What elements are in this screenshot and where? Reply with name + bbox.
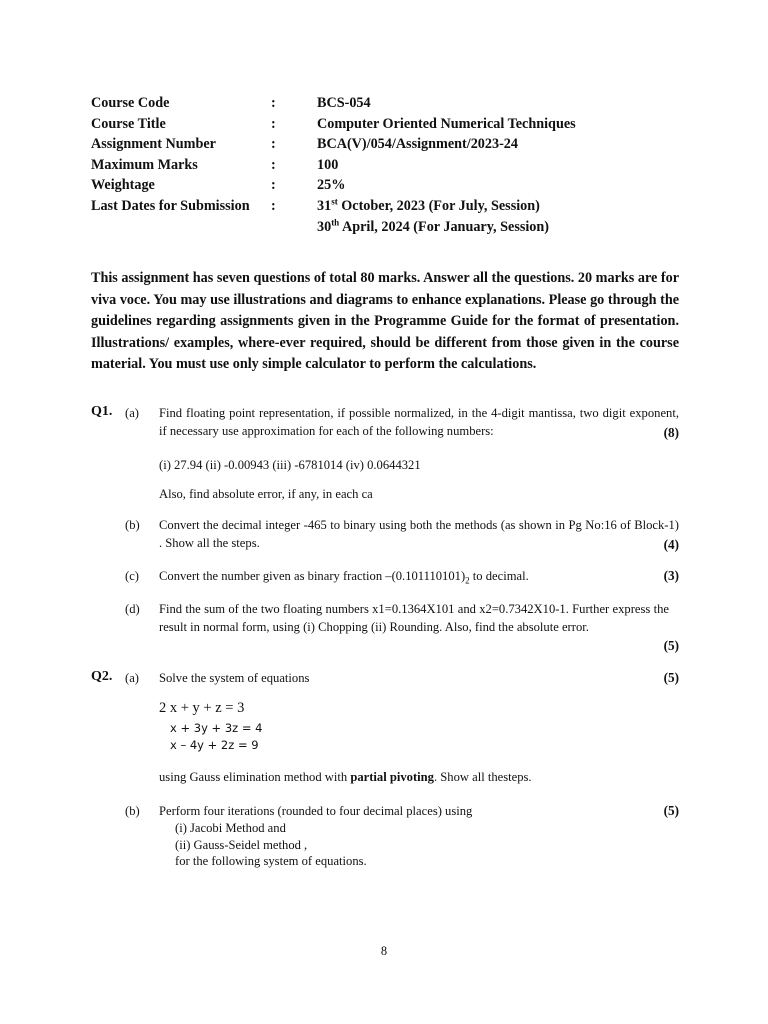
date-rest: April, 2024 (For January, Session) [339, 218, 550, 235]
marks: (8) [663, 425, 679, 440]
question-text: Find floating point representation, if possible normalized, in the 4-digit mantissa, two digit exponent, if necessary use approximation for each of the following numbers: [159, 406, 679, 438]
question-number: Q2. [91, 669, 113, 684]
subscript: 2 [465, 575, 470, 586]
question-text: Find the sum of the two floating numbers x1=0.1364X101 and x2=0.7342X10-1. Further express the result in normal form, using (i) Chopping (ii) Rounding. Also, find the absolute error. [159, 602, 669, 634]
marks: (5) [663, 638, 679, 653]
info-colon: : [271, 95, 276, 111]
number-list: (i) 27.94 (ii) -0.00943 (iii) -6781014 (iv) 0.0644321 [159, 458, 421, 472]
question-text: Perform four iterations (rounded to four decimal places) using [159, 804, 473, 818]
method-instruction [159, 768, 679, 786]
method-item-2: (ii) Gauss-Seidel method , [175, 838, 308, 852]
marks: (5) [663, 670, 679, 685]
info-value: BCS-054 [317, 95, 371, 111]
method-item-1: (i) Jacobi Method and [175, 821, 286, 835]
question-text: Convert the decimal integer -465 to binary using both the methods (as shown in Pg No:16 of Block-1) . Show all the steps. [159, 518, 679, 550]
marks: (4) [663, 537, 679, 552]
info-value: 100 [317, 156, 339, 173]
info-value: BCA(V)/054/Assignment/2023-24 [317, 136, 518, 153]
info-label: Weightage [91, 177, 155, 194]
part-label: (b) [125, 804, 140, 818]
part-label: (d) [125, 602, 140, 616]
info-colon: : [271, 136, 276, 153]
info-value: Computer Oriented Numerical Techniques [317, 115, 576, 132]
page-number: 8 [380, 944, 388, 958]
part-label: (c) [125, 569, 139, 583]
info-label: Course Title [91, 115, 166, 132]
text-segment: Convert the number given as binary fraction –(0.101110101) [159, 569, 466, 583]
info-colon: : [271, 177, 276, 194]
text-segment: . Show all thesteps. [433, 770, 532, 784]
part-label: (a) [125, 406, 139, 420]
info-label: Last Dates for Submission [91, 197, 250, 214]
question-text: Solve the system of equations [159, 671, 310, 685]
date-day: 30 [317, 218, 332, 235]
info-colon: : [271, 197, 276, 214]
equation-2: x + 3y + 3z = 4 [170, 721, 263, 735]
question-number: Q1. [91, 404, 113, 419]
info-label: Assignment Number [91, 136, 216, 153]
date-suffix: th [331, 216, 340, 227]
info-colon: : [271, 115, 276, 132]
date-suffix: st [331, 196, 338, 207]
equation-1: 2 x + y + z = 3 [159, 700, 245, 716]
info-label: Course Code [91, 95, 170, 111]
text-segment: using Gauss elimination method with [159, 770, 351, 784]
emphasis-text: partial pivoting [350, 770, 434, 784]
method-note: for the following system of equations. [175, 854, 367, 868]
part-label: (a) [125, 671, 139, 685]
info-label: Maximum Marks [91, 156, 198, 173]
info-value: 25% [317, 177, 346, 194]
question-followup: Also, find absolute error, if any, in each ca [159, 487, 373, 501]
date-rest: October, 2023 (For July, Session) [337, 197, 540, 214]
part-label: (b) [125, 518, 140, 532]
info-colon: : [271, 156, 276, 173]
date-day: 31 [317, 197, 332, 214]
marks: (3) [663, 568, 679, 583]
marks: (5) [663, 803, 679, 818]
text-segment: to decimal. [469, 569, 529, 583]
equation-3: x – 4y + 2z = 9 [170, 738, 259, 752]
instructions-paragraph: This assignment has seven questions of total 80 marks. Answer all the questions. 20 marks are for viva voce. You may use illustrations and diagrams to enhance explanations. Please go through the guidelines regarding assignments given in the Programme Guide for the format of presentation. Illustrations/ examples, where-ever required, should be different from those given in the course material. You must use only simple calculator to perform the calculations. [91, 270, 679, 372]
